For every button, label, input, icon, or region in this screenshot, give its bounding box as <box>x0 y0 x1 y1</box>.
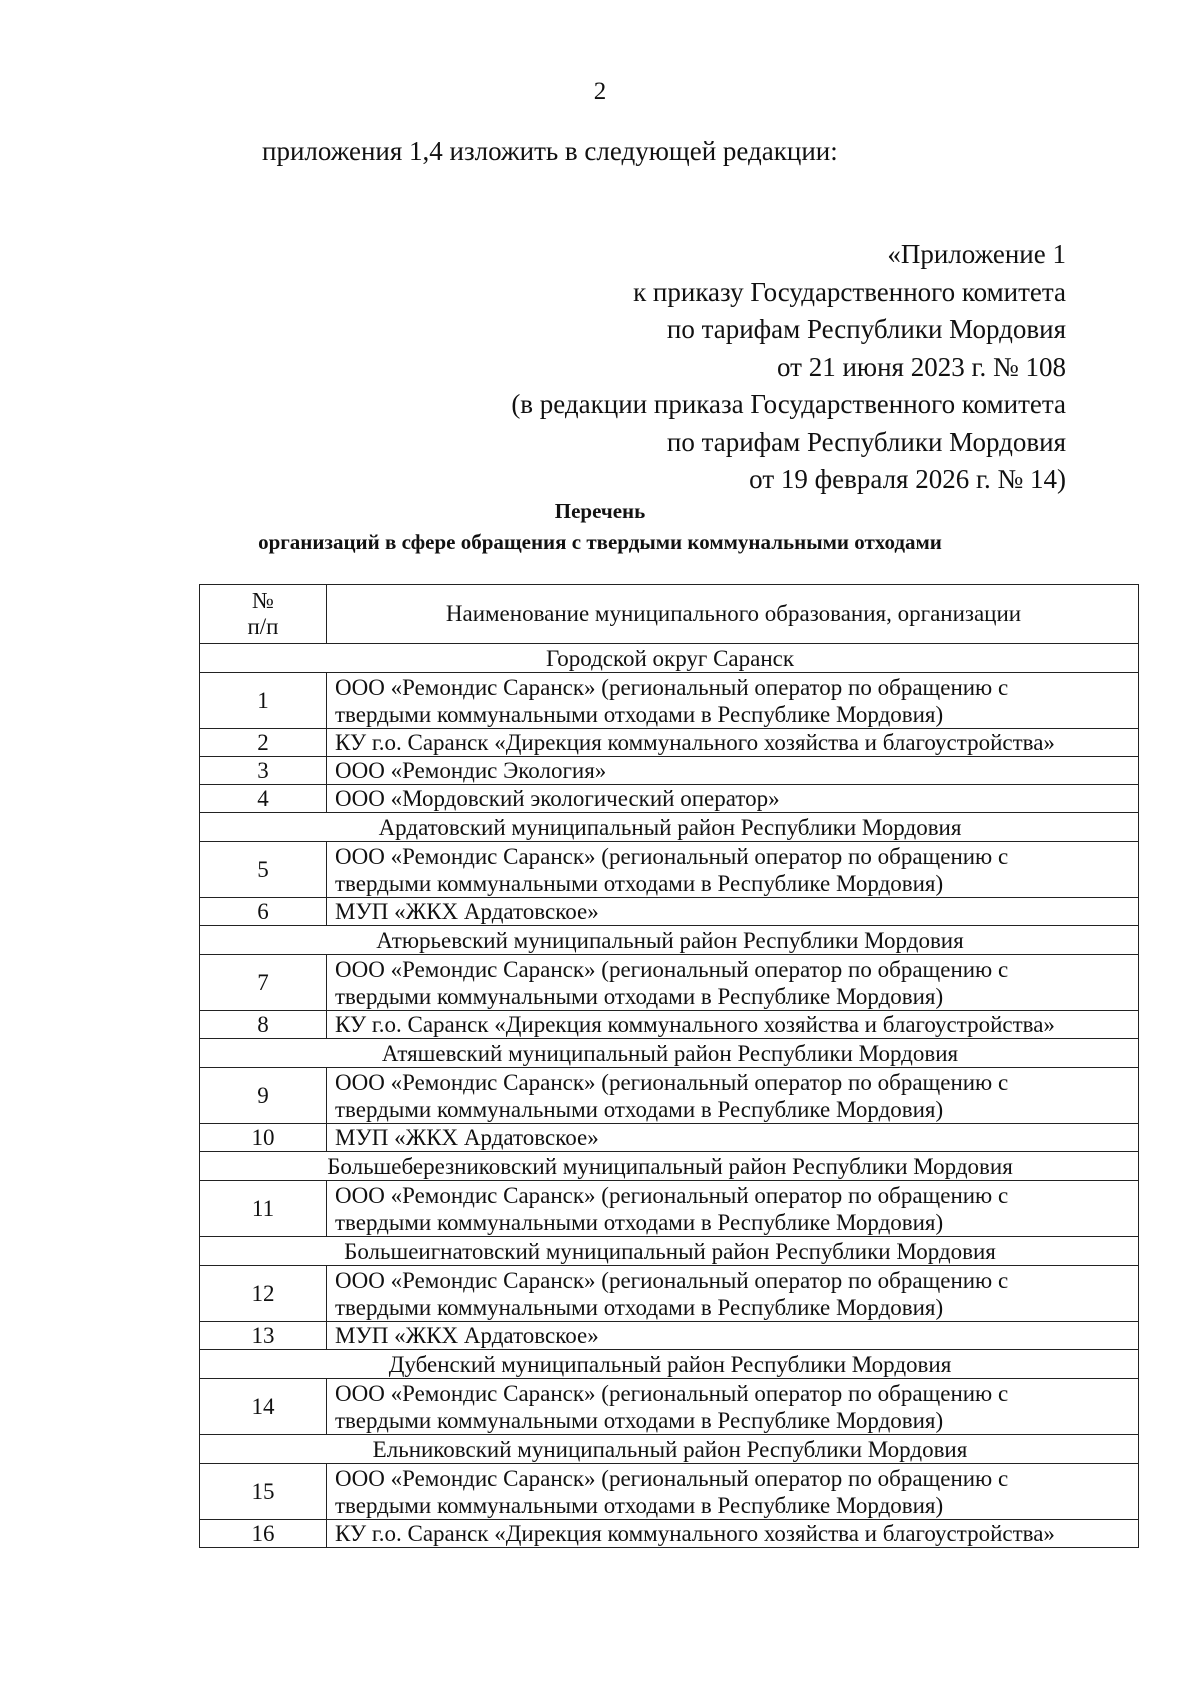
organizations-table-body <box>200 585 1139 1548</box>
organization-name <box>327 1068 1139 1124</box>
district-row <box>200 1350 1139 1379</box>
organization-name-line: твердыми коммунальными отходами в Республике Мордовия) <box>335 983 944 1009</box>
organization-name-line: твердыми коммунальными отходами в Республике Мордовия) <box>335 1096 944 1122</box>
organization-name <box>327 1379 1139 1435</box>
district-row <box>200 1152 1139 1181</box>
organization-name <box>327 757 1139 785</box>
organization-name-line: твердыми коммунальными отходами в Республике Мордовия) <box>335 701 944 727</box>
row-number: 14 <box>200 1379 327 1435</box>
appendix-line: по тарифам Республики Мордовия <box>666 426 1066 457</box>
organization-name-line: ООО «Ремондис Саранск» (региональный оператор по обращению с <box>335 1069 1009 1095</box>
table-row <box>200 898 1139 926</box>
district-row <box>200 1435 1139 1464</box>
appendix-block <box>511 236 1066 499</box>
table-row <box>200 729 1139 757</box>
appendix-line: к приказу Государственного комитета <box>633 276 1066 307</box>
row-number: 6 <box>200 898 327 926</box>
table-row <box>200 673 1139 729</box>
organization-name-line: КУ г.о. Саранск «Дирекция коммунального хозяйства и благоустройства» <box>335 730 1055 755</box>
row-number: 1 <box>200 673 327 729</box>
header-num-sublabel: п/п <box>247 614 279 639</box>
organization-name <box>327 1181 1139 1237</box>
table-row <box>200 842 1139 898</box>
organization-name-line: МУП «ЖКХ Ардатовское» <box>335 1323 599 1348</box>
appendix-line: (в редакции приказа Государственного комитета <box>511 389 1066 419</box>
table-row <box>200 1068 1139 1124</box>
district-name: Большеберезниковский муниципальный район Республики Мордовия <box>200 1152 1139 1181</box>
district-row <box>200 1039 1139 1068</box>
table-row <box>200 1266 1139 1322</box>
organization-name <box>327 1124 1139 1152</box>
organization-name-line: твердыми коммунальными отходами в Республике Мордовия) <box>335 1407 944 1433</box>
header-name-cell: Наименование муниципального образования, организации <box>327 585 1139 644</box>
organization-name-line: ООО «Ремондис Экология» <box>335 758 607 783</box>
row-number: 5 <box>200 842 327 898</box>
organization-name-line: ООО «Ремондис Саранск» (региональный оператор по обращению с <box>335 1182 1009 1208</box>
appendix-line: от 19 февраля 2026 г. № 14) <box>749 464 1066 494</box>
list-title-line: Перечень <box>554 499 646 523</box>
table-row <box>200 955 1139 1011</box>
organization-name <box>327 842 1139 898</box>
organization-name <box>327 729 1139 757</box>
organization-name-line: ООО «Ремондис Саранск» (региональный оператор по обращению с <box>335 956 1009 982</box>
organization-name-line: МУП «ЖКХ Ардатовское» <box>335 899 599 924</box>
organization-name-line: твердыми коммунальными отходами в Республике Мордовия) <box>335 870 944 896</box>
organization-name-line: КУ г.о. Саранск «Дирекция коммунального хозяйства и благоустройства» <box>335 1521 1055 1546</box>
organization-name-line: твердыми коммунальными отходами в Республике Мордовия) <box>335 1209 944 1235</box>
district-name: Атюрьевский муниципальный район Республики Мордовия <box>200 926 1139 955</box>
intro-text: приложения 1,4 изложить в следующей редакции: <box>262 136 838 166</box>
table-row <box>200 1124 1139 1152</box>
district-row <box>200 644 1139 673</box>
district-name: Ельниковский муниципальный район Республики Мордовия <box>200 1435 1139 1464</box>
table-row <box>200 1181 1139 1237</box>
table-row <box>200 1464 1139 1520</box>
district-name: Атяшевский муниципальный район Республики Мордовия <box>200 1039 1139 1068</box>
organization-name <box>327 898 1139 926</box>
page-number: 2 <box>593 78 607 105</box>
district-name: Большеигнатовский муниципальный район Республики Мордовия <box>200 1237 1139 1266</box>
row-number: 15 <box>200 1464 327 1520</box>
organization-name-line: ООО «Ремондис Саранск» (региональный оператор по обращению с <box>335 1465 1009 1491</box>
organization-name-line: ООО «Ремондис Саранск» (региональный оператор по обращению с <box>335 1380 1009 1406</box>
organization-name <box>327 1266 1139 1322</box>
row-number: 16 <box>200 1520 327 1548</box>
organization-name <box>327 955 1139 1011</box>
appendix-line: по тарифам Республики Мордовия <box>666 314 1066 344</box>
district-name: Городской округ Саранск <box>200 644 1139 673</box>
district-name: Дубенский муниципальный район Республики Мордовия <box>200 1350 1139 1379</box>
organization-name-line: твердыми коммунальными отходами в Республике Мордовия) <box>335 1492 944 1518</box>
row-number: 4 <box>200 785 327 813</box>
table-row <box>200 1322 1139 1350</box>
organization-name-line: твердыми коммунальными отходами в Республике Мордовия) <box>335 1294 944 1320</box>
organization-name <box>327 1520 1139 1548</box>
district-row <box>200 813 1139 842</box>
organizations-table <box>199 584 1139 1548</box>
row-number: 13 <box>200 1322 327 1350</box>
row-number: 12 <box>200 1266 327 1322</box>
table-row <box>200 1011 1139 1039</box>
organization-name <box>327 1322 1139 1350</box>
table-row <box>200 1520 1139 1548</box>
table-row <box>200 757 1139 785</box>
organization-name-line: ООО «Ремондис Саранск» (региональный оператор по обращению с <box>335 843 1009 869</box>
organization-name-line: ООО «Мордовский экологический оператор» <box>335 786 780 811</box>
row-number: 9 <box>200 1068 327 1124</box>
list-title-line: организаций в сфере обращения с твердыми коммунальными отходами <box>258 530 942 554</box>
organization-name-line: ООО «Ремондис Саранск» (региональный оператор по обращению с <box>335 674 1009 700</box>
row-number: 10 <box>200 1124 327 1152</box>
table-row <box>200 1379 1139 1435</box>
header-num-cell <box>200 585 327 644</box>
appendix-line: от 21 июня 2023 г. № 108 <box>777 351 1066 382</box>
district-name: Ардатовский муниципальный район Республики Мордовия <box>200 813 1139 842</box>
organization-name <box>327 1464 1139 1520</box>
organization-name <box>327 1011 1139 1039</box>
row-number: 3 <box>200 757 327 785</box>
table-header-row <box>200 585 1139 644</box>
organization-name <box>327 785 1139 813</box>
district-row <box>200 1237 1139 1266</box>
row-number: 7 <box>200 955 327 1011</box>
table-row <box>200 785 1139 813</box>
district-row <box>200 926 1139 955</box>
organization-name-line: ООО «Ремондис Саранск» (региональный оператор по обращению с <box>335 1267 1009 1293</box>
row-number: 2 <box>200 729 327 757</box>
header-num-label: № <box>252 588 274 613</box>
list-title <box>0 496 1200 558</box>
organization-name <box>327 673 1139 729</box>
appendix-line: «Приложение 1 <box>887 239 1066 269</box>
organization-name-line: КУ г.о. Саранск «Дирекция коммунального хозяйства и благоустройства» <box>335 1012 1055 1037</box>
organization-name-line: МУП «ЖКХ Ардатовское» <box>335 1125 599 1150</box>
row-number: 8 <box>200 1011 327 1039</box>
row-number: 11 <box>200 1181 327 1237</box>
